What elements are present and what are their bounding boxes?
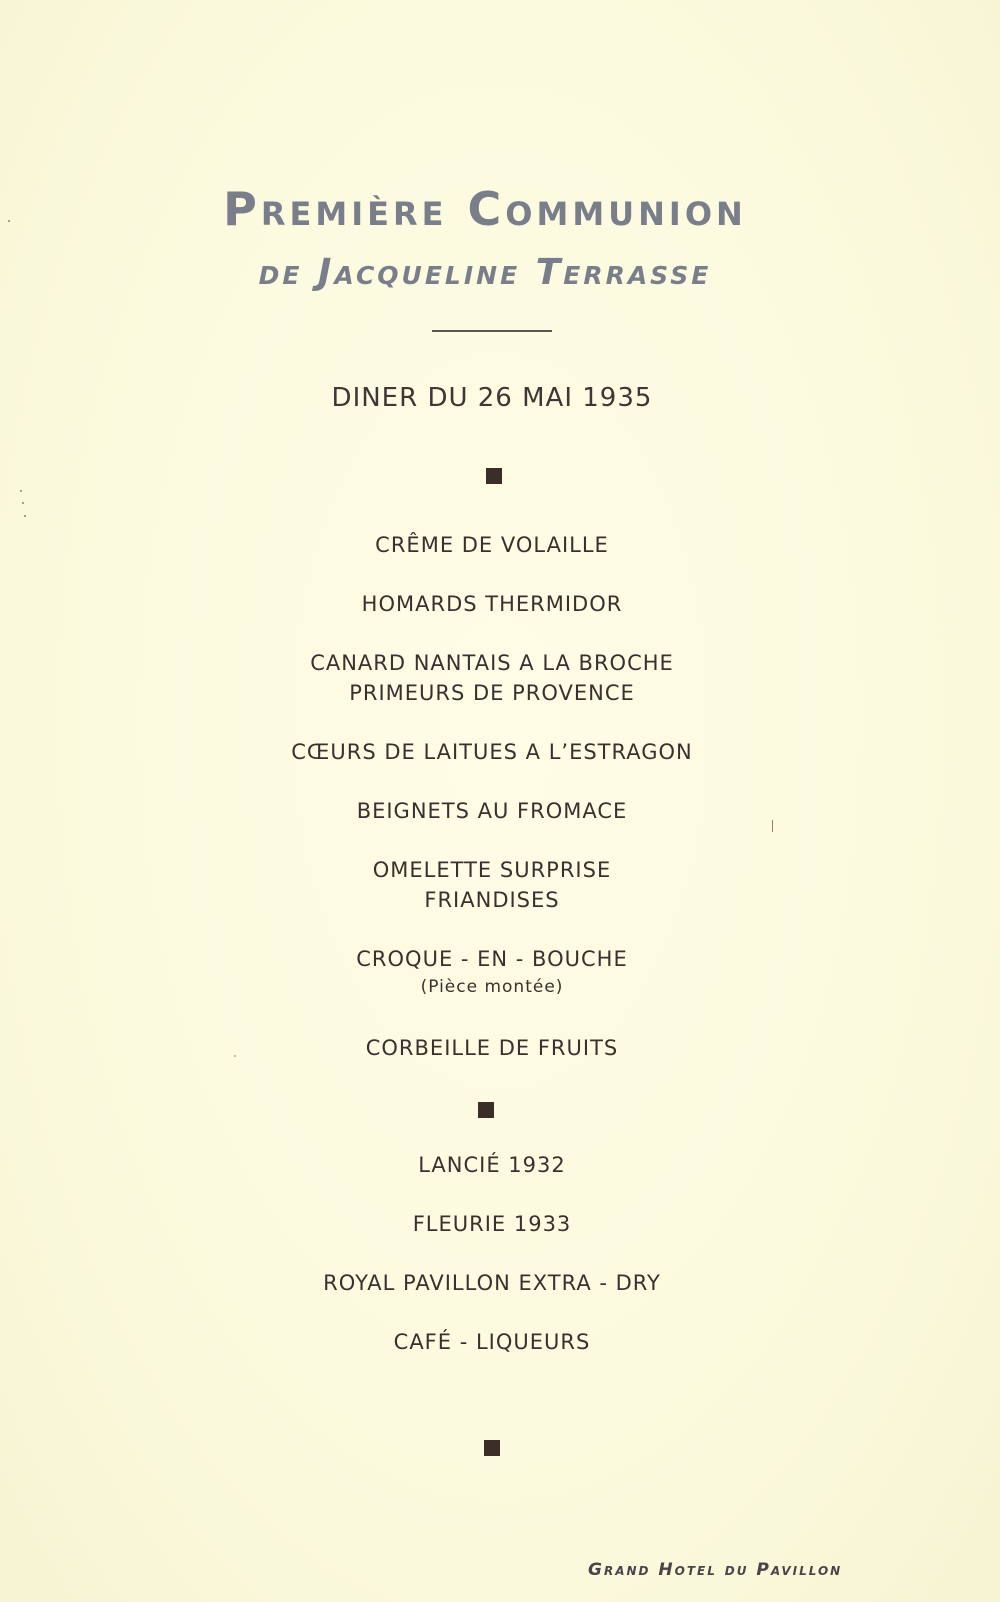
menu-item-line: CŒURS DE LAITUES A L’ESTRAGON xyxy=(291,740,693,764)
page-title: Première Communion xyxy=(223,182,747,236)
square-ornament xyxy=(484,1440,500,1456)
square-ornament xyxy=(478,1102,494,1118)
menu-item-line: CRÊME DE VOLAILLE xyxy=(375,533,609,557)
divider-rule xyxy=(432,330,552,332)
wine-line: ROYAL PAVILLON EXTRA - DRY xyxy=(323,1271,661,1295)
wine-item xyxy=(0,1327,984,1357)
menu-item xyxy=(0,589,984,619)
menu-item-line: CROQUE - EN - BOUCHE xyxy=(356,947,628,971)
wine-line: LANCIÉ 1932 xyxy=(418,1153,566,1177)
paper-speck xyxy=(20,490,22,492)
paper-speck xyxy=(772,820,773,832)
menu-item xyxy=(0,855,984,915)
hotel-name: Grand Hotel du Pavillon xyxy=(588,1560,843,1580)
page-subtitle: de Jacqueline Terrasse xyxy=(258,252,712,293)
menu-item xyxy=(0,944,984,1000)
wine-line: FLEURIE 1933 xyxy=(412,1212,572,1236)
menu-item xyxy=(0,1033,984,1063)
menu-item-note: (Pièce montée) xyxy=(420,977,564,997)
menu-item-line: OMELETTE SURPRISE xyxy=(372,858,612,882)
menu-item xyxy=(0,648,984,708)
wine-item xyxy=(0,1268,984,1298)
dinner-date: DINER DU 26 MAI 1935 xyxy=(331,383,653,413)
menu-item-line: BEIGNETS AU FROMACE xyxy=(356,799,628,823)
paper-speck xyxy=(234,1055,236,1057)
menu-item-line: CANARD NANTAIS A LA BROCHE xyxy=(310,651,674,675)
menu-item-line: PRIMEURS DE PROVENCE xyxy=(349,681,635,705)
menu-item xyxy=(0,796,984,826)
menu-item-line: HOMARDS THERMIDOR xyxy=(361,592,623,616)
wine-line: CAFÉ - LIQUEURS xyxy=(393,1330,591,1354)
paper-speck xyxy=(8,220,10,222)
paper-speck xyxy=(22,502,24,504)
menu-item xyxy=(0,737,984,767)
paper-speck xyxy=(24,515,26,517)
menu-item xyxy=(0,530,984,560)
square-ornament xyxy=(486,468,502,484)
menu-item-line: FRIANDISES xyxy=(424,888,560,912)
wine-item xyxy=(0,1209,984,1239)
menu-item-line: CORBEILLE DE FRUITS xyxy=(365,1036,619,1060)
wine-item xyxy=(0,1150,984,1180)
